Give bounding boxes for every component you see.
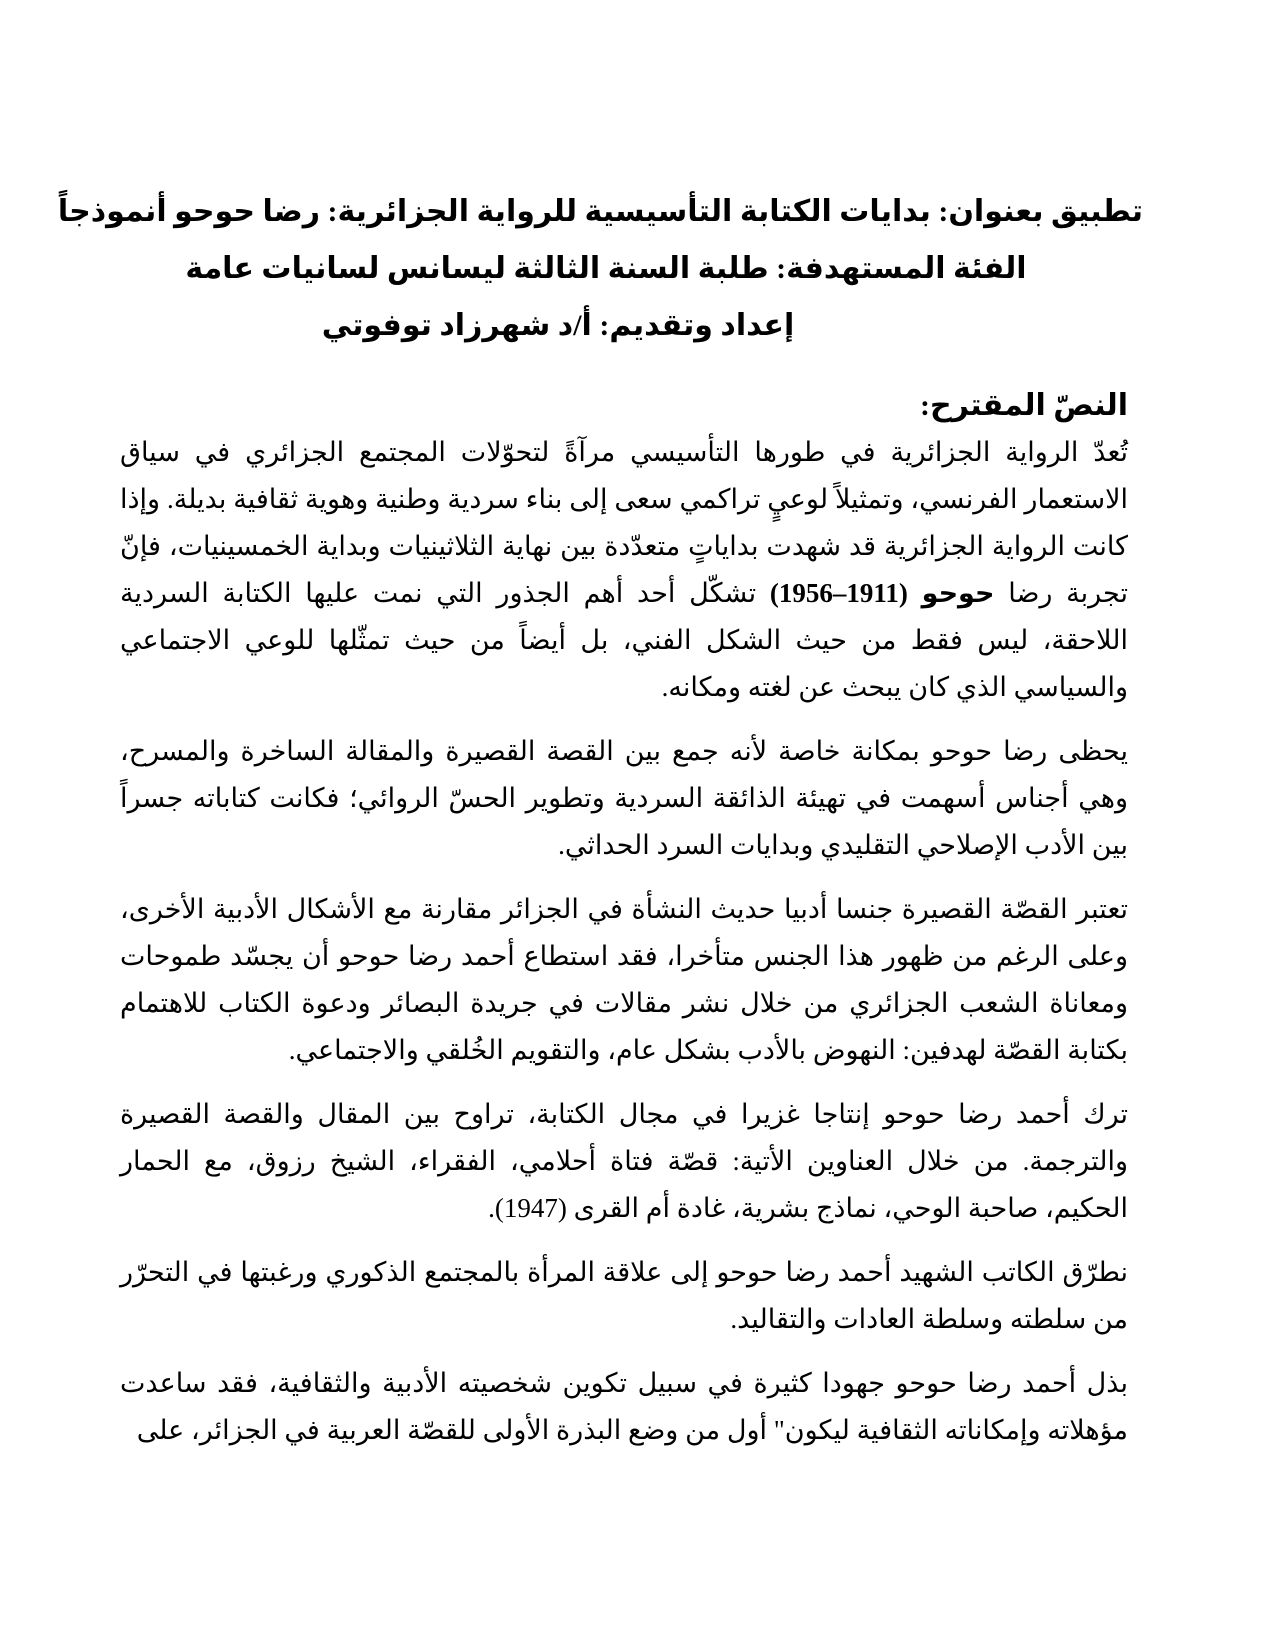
body-paragraph-2 [120,728,1128,869]
paragraph-text: تُعدّ الرواية الجزائرية في طورها التأسيسي مرآةً لتحوّلات المجتمع الجزائري في سياق الاستعمار الفرنسي، وتمثيلاً لوعيٍ تراكمي سعى إلى بناء سردية وطنية وهوية ثقافية بديلة. وإذا كانت الرواية الجزائرية قد شهدت بداياتٍ متعدّدة بين نهاية الثلاثينيات وبداية الخمسينيات، فإنّ تجربة رضا [120,437,1128,608]
author-name-dates-bold: حوحو (1911–1956) [769,578,995,608]
body-paragraph-3 [120,886,1128,1074]
paragraph-text: يحظى رضا حوحو بمكانة خاصة لأنه جمع بين القصة القصيرة والمقالة الساخرة والمسرح، وهي أجناس أسهمت في تهيئة الذائقة السردية وتطوير الحسّ الروائي؛ فكانت كتاباته جسراً بين الأدب الإصلاحي التقليدي وبدايات السرد الحداثي. [120,736,1128,860]
paragraph-text: تعتبر القصّة القصيرة جنسا أدبيا حديث النشأة في الجزائر مقارنة مع الأشكال الأدبية الأخرى، وعلى الرغم من ظهور هذا الجنس متأخرا، فقد استطاع أحمد رضا حوحو أن يجسّد طموحات ومعاناة الشعب الجزائري من خلال نشر مقالات في جريدة البصائر ودعوة الكتاب للاهتمام بكتابة القصّة لهدفين: النهوض بالأدب بشكل عام، والتقويم الخُلقي والاجتماعي. [120,894,1128,1065]
section-heading: النصّ المقترح: [920,389,1128,422]
document-title-line-1: تطبيق بعنوان: بدايات الكتابة التأسيسية للرواية الجزائرية: رضا حوحو أنموذجاً [57,195,1143,228]
document-header [57,183,1143,354]
paragraph-text: بذل أحمد رضا حوحو جهودا كثيرة في سبيل تكوين شخصيته الأدبية والثقافية، فقد ساعدت مؤهلاته وإمكاناته الثقافية ليكون" أول من وضع البذرة الأولى للقصّة العربية في الجزائر، على [120,1368,1128,1445]
body-paragraph-5 [120,1249,1128,1343]
paragraph-text: ترك أحمد رضا حوحو إنتاجا غزيرا في مجال الكتابة، تراوح بين المقال والقصة القصيرة والترجمة. من خلال العناوين الأتية: قصّة فتاة أحلامي، الفقراء، الشيخ رزوق، مع الحمار الحكيم، صاحبة الوحي، نماذج بشرية، غادة أم القرى (1947). [120,1099,1128,1223]
body-paragraph-4 [120,1091,1128,1232]
document-title-line-3: إعداد وتقديم: أ/د شهرزاد توفوتي [321,309,795,342]
paragraph-text: نطرّق الكاتب الشهيد أحمد رضا حوحو إلى علاقة المرأة بالمجتمع الذكوري ورغبتها في التحرّر من سلطته وسلطة العادات والتقاليد. [120,1257,1128,1334]
body-paragraph-1 [120,429,1128,711]
paragraph-text: تشكّل أحد أهم الجذور التي نمت عليها الكتابة السردية اللاحقة، ليس فقط من حيث الشكل الفني، بل أيضاً من حيث تمثّلها للوعي الاجتماعي والسياسي الذي كان يبحث عن لغته ومكانه. [120,578,1128,702]
body-paragraph-6 [120,1360,1128,1454]
document-title-line-2: الفئة المستهدفة: طلبة السنة الثالثة ليسانس لسانيات عامة [185,252,1027,285]
